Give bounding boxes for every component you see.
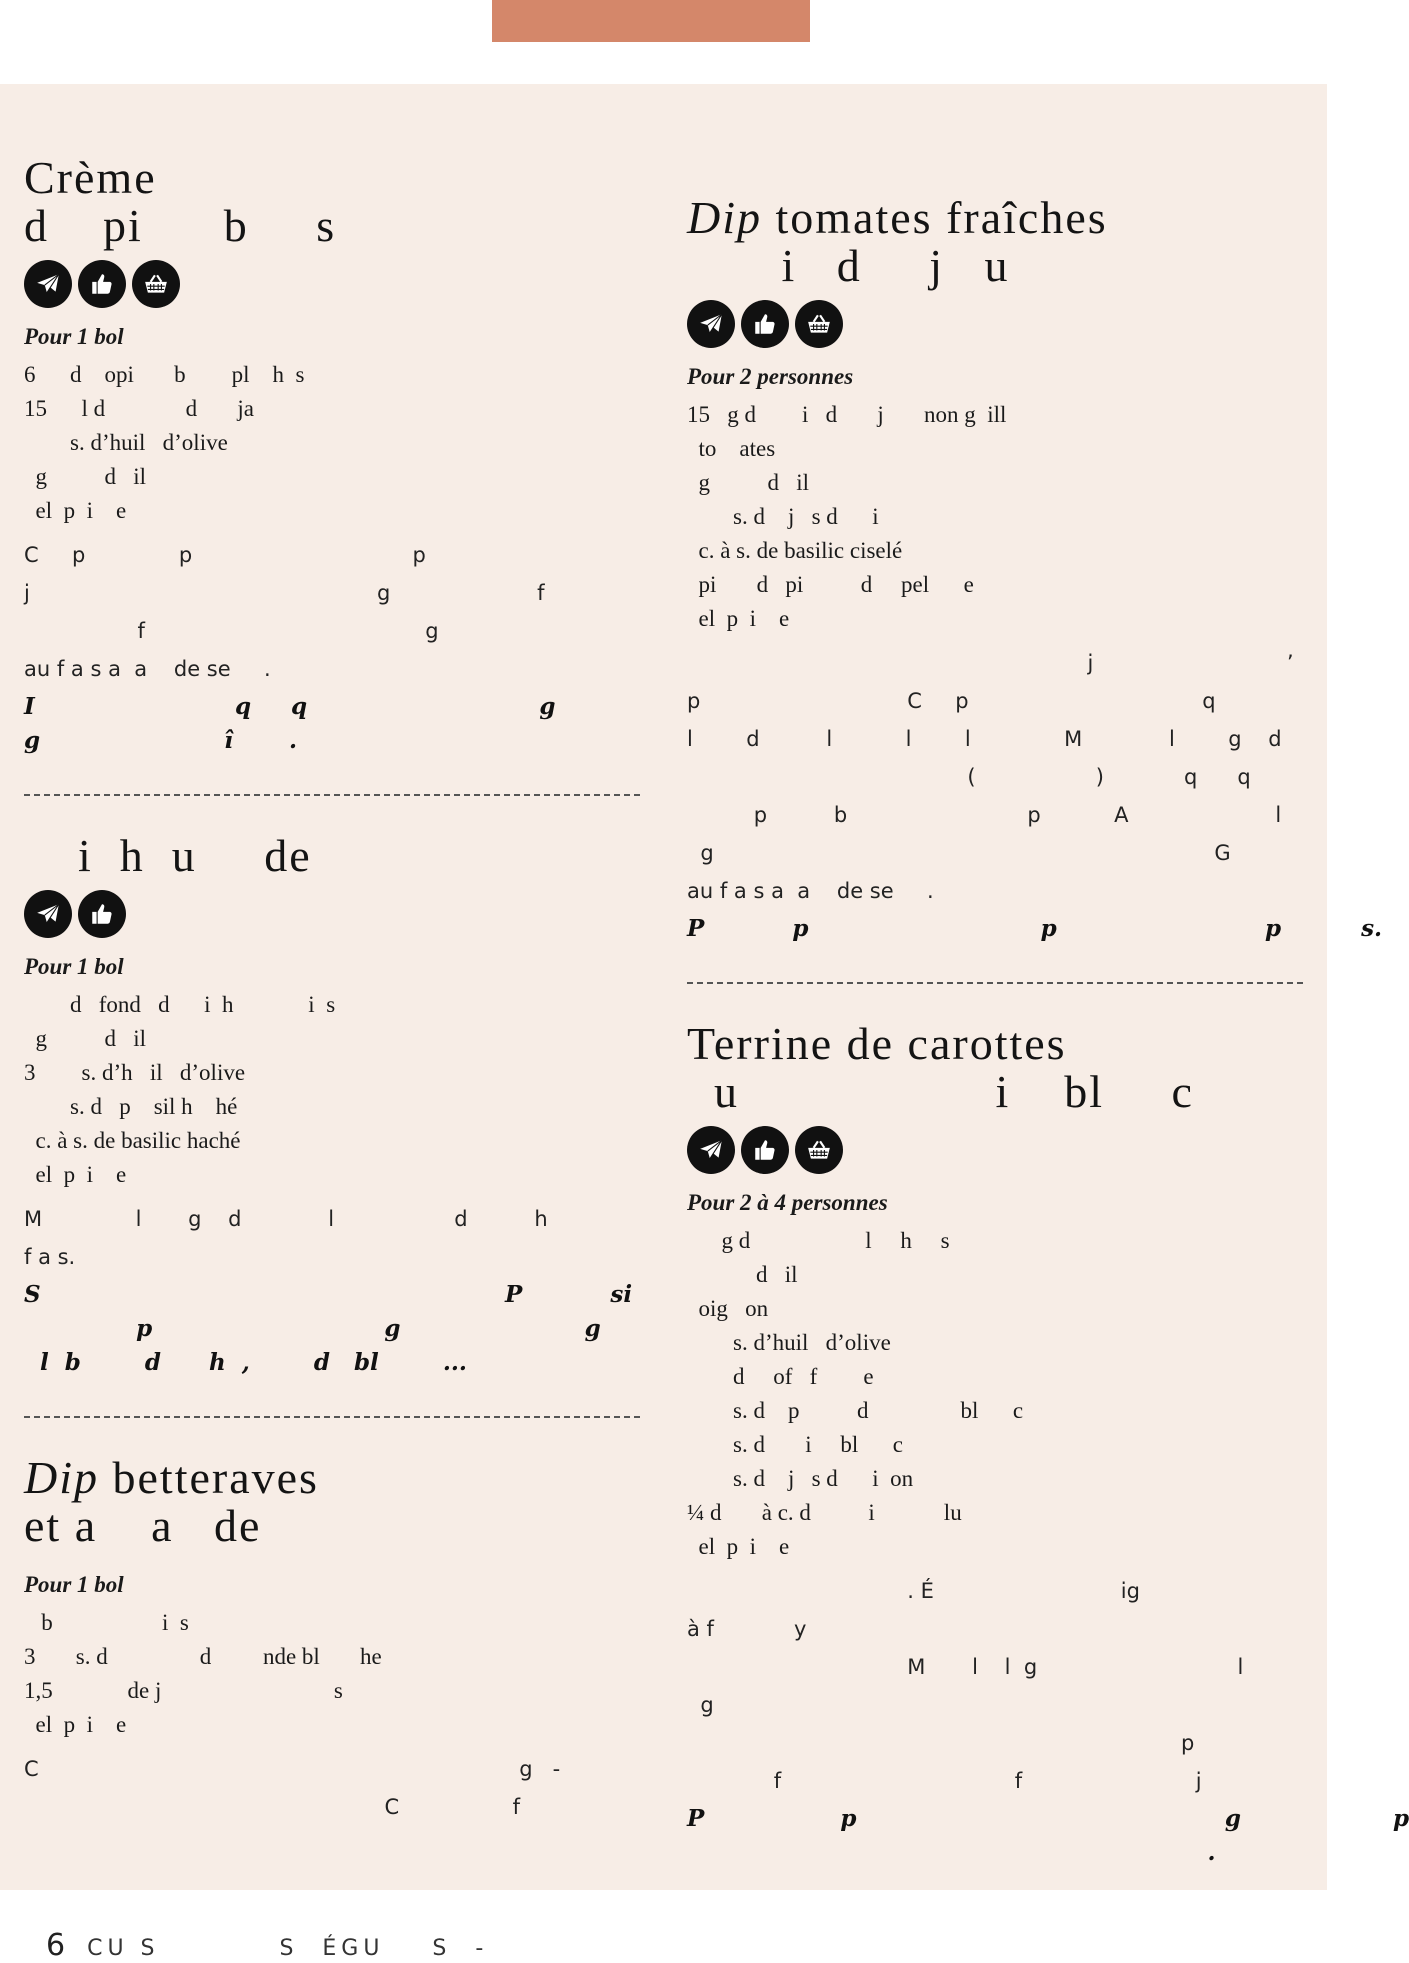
right-column	[687, 192, 1409, 1870]
ingredient-item: g d l h s	[687, 1228, 950, 1253]
ingredient-item: el p i e	[687, 1534, 790, 1559]
ingredient-list	[687, 398, 1303, 636]
basket-icon[interactable]	[795, 1126, 843, 1174]
method-line: f g	[24, 619, 439, 643]
recipe-title	[687, 194, 1303, 290]
ingredient-list	[24, 358, 640, 528]
ingredient-item: d il	[687, 1262, 798, 1287]
ingredient-item: 15 g d i d j non g ill	[687, 402, 1007, 427]
ingredient-item: s. d’huil d’olive	[24, 430, 228, 455]
recipe-title	[687, 1020, 1303, 1116]
section-divider	[24, 794, 640, 796]
tip-line: g î .	[24, 727, 298, 754]
tip-line: I q q g	[24, 693, 556, 720]
recipe-title-italic: Dip	[24, 1452, 99, 1503]
tip-line: P p g p	[687, 1805, 1409, 1832]
recipe-icons	[24, 260, 640, 308]
recipe-serves: Pour 2 personnes	[687, 364, 854, 389]
ingredient-item: s. d p sil h hé	[24, 1094, 238, 1119]
method-line: l d l l l M l g d	[687, 727, 1282, 751]
method-line: p	[687, 1731, 1195, 1755]
tip-line: S P si	[24, 1281, 633, 1308]
paper-plane-icon[interactable]	[687, 1126, 735, 1174]
tip-line: l b d h , d bl ...	[24, 1349, 467, 1376]
ingredient-item: s. d j s d i on	[687, 1466, 914, 1491]
method-line: j g f	[24, 581, 545, 605]
method-line: C p p p	[24, 543, 426, 567]
left-column	[24, 154, 640, 1828]
section-divider	[687, 982, 1303, 984]
recipe-title	[24, 832, 640, 880]
recipe-serves: Pour 1 bol	[24, 954, 124, 979]
method-line: f a s.	[24, 1245, 76, 1269]
ingredient-item: g d il	[687, 470, 810, 495]
method-line: C g -	[24, 1757, 561, 1781]
recipe-icons	[24, 890, 640, 938]
ingredient-item: el p i e	[24, 498, 127, 523]
basket-icon[interactable]	[132, 260, 180, 308]
ingredient-item: s. d’huil d’olive	[687, 1330, 891, 1355]
thumbs-up-icon[interactable]	[78, 260, 126, 308]
method-line: g G	[687, 841, 1231, 865]
top-tab-decoration	[492, 0, 810, 42]
ingredient-item: b i s	[24, 1610, 189, 1635]
ingredient-item: 6 d opi b pl h s	[24, 362, 305, 387]
recipe-panel	[0, 84, 1409, 1890]
thumbs-up-icon[interactable]	[78, 890, 126, 938]
tip-line: .	[687, 1839, 1216, 1866]
ingredient-item: s. d i bl c	[687, 1432, 903, 1457]
recipe-title-text: Terrine de carottes u i bl c	[687, 1018, 1194, 1117]
method-line: au f a s a a de se .	[24, 657, 271, 681]
page-number: 6	[46, 1928, 66, 1963]
method-line: ( ) q q	[687, 765, 1251, 789]
section-divider	[24, 1416, 640, 1418]
ingredient-item: 3 s. d’h il d’olive	[24, 1060, 246, 1085]
recipe-icons	[687, 1126, 1303, 1174]
ingredient-item: el p i e	[687, 606, 790, 631]
ingredient-item: 3 s. d d nde bl he	[24, 1644, 382, 1669]
method-line: M l g d l d h	[24, 1207, 548, 1231]
ingredient-item: el p i e	[24, 1162, 127, 1187]
recipe-3	[687, 192, 1383, 946]
method-line: g	[687, 1693, 714, 1717]
ingredient-item: d fond d i h i s	[24, 992, 336, 1017]
ingredient-item: ¼ d à c. d i lu	[687, 1500, 962, 1525]
tip-line: P p p p s.	[687, 915, 1383, 942]
recipe-serves: Pour 1 bol	[24, 324, 124, 349]
method-line: j ’	[687, 651, 1294, 675]
ingredient-item: g d il	[24, 464, 147, 489]
recipe-4	[687, 1018, 1409, 1870]
method-line: . É ig	[687, 1579, 1140, 1603]
thumbs-up-icon[interactable]	[741, 1126, 789, 1174]
ingredient-item: s. d j s d i	[687, 504, 879, 529]
ingredient-item: c. à s. de basilic ciselé	[687, 538, 903, 563]
recipe-title	[24, 154, 640, 250]
recipe-title-text: betteraves et a a de	[24, 1452, 319, 1551]
ingredient-item: pi d pi d pel e	[687, 572, 974, 597]
recipe-title	[24, 1454, 640, 1550]
recipe-serves: Pour 2 à 4 personnes	[687, 1190, 888, 1215]
recipe-2	[24, 1454, 640, 1824]
paper-plane-icon[interactable]	[24, 890, 72, 938]
method-line: C f	[24, 1795, 521, 1819]
method-line: p b p A l	[687, 803, 1282, 827]
ingredient-item: el p i e	[24, 1712, 127, 1737]
method-line: M l l g l	[687, 1655, 1244, 1679]
method-line: à f y	[687, 1617, 807, 1641]
paper-plane-icon[interactable]	[24, 260, 72, 308]
ingredient-item: g d il	[24, 1026, 147, 1051]
ingredient-item: c. à s. de basilic haché	[24, 1128, 241, 1153]
ingredient-item: s. d p d bl c	[687, 1398, 1024, 1423]
method-line: f f j	[687, 1769, 1202, 1793]
recipe-serves: Pour 1 bol	[24, 1572, 124, 1597]
ingredient-item: to ates	[687, 436, 776, 461]
recipe-0	[24, 154, 640, 758]
paper-plane-icon[interactable]	[687, 300, 735, 348]
recipe-title-text: Crème d pi b s	[24, 152, 337, 251]
recipe-1	[24, 832, 640, 1380]
ingredient-item: oig on	[687, 1296, 769, 1321]
recipe-title-italic: Dip	[687, 192, 762, 243]
method-line: p C p q	[687, 689, 1216, 713]
ingredient-item: 15 l d d ja	[24, 396, 254, 421]
recipe-icons	[687, 300, 1303, 348]
ingredient-item: 1,5 de j s	[24, 1678, 343, 1703]
thumbs-up-icon[interactable]	[741, 300, 789, 348]
ingredient-list	[24, 988, 640, 1192]
ingredient-list	[24, 1606, 640, 1742]
ingredient-item: d of f e	[687, 1364, 874, 1389]
basket-icon[interactable]	[795, 300, 843, 348]
tip-line: p g g	[24, 1315, 601, 1342]
method-line: au f a s a a de se .	[687, 879, 934, 903]
page-footer	[46, 1928, 488, 1963]
ingredient-list	[687, 1224, 1303, 1564]
running-head: CU S S ÉGU S -	[87, 1936, 489, 1961]
recipe-title-text: i h u de	[24, 830, 312, 881]
recipe-title-text: tomates fraîches i d j u	[775, 192, 1108, 291]
